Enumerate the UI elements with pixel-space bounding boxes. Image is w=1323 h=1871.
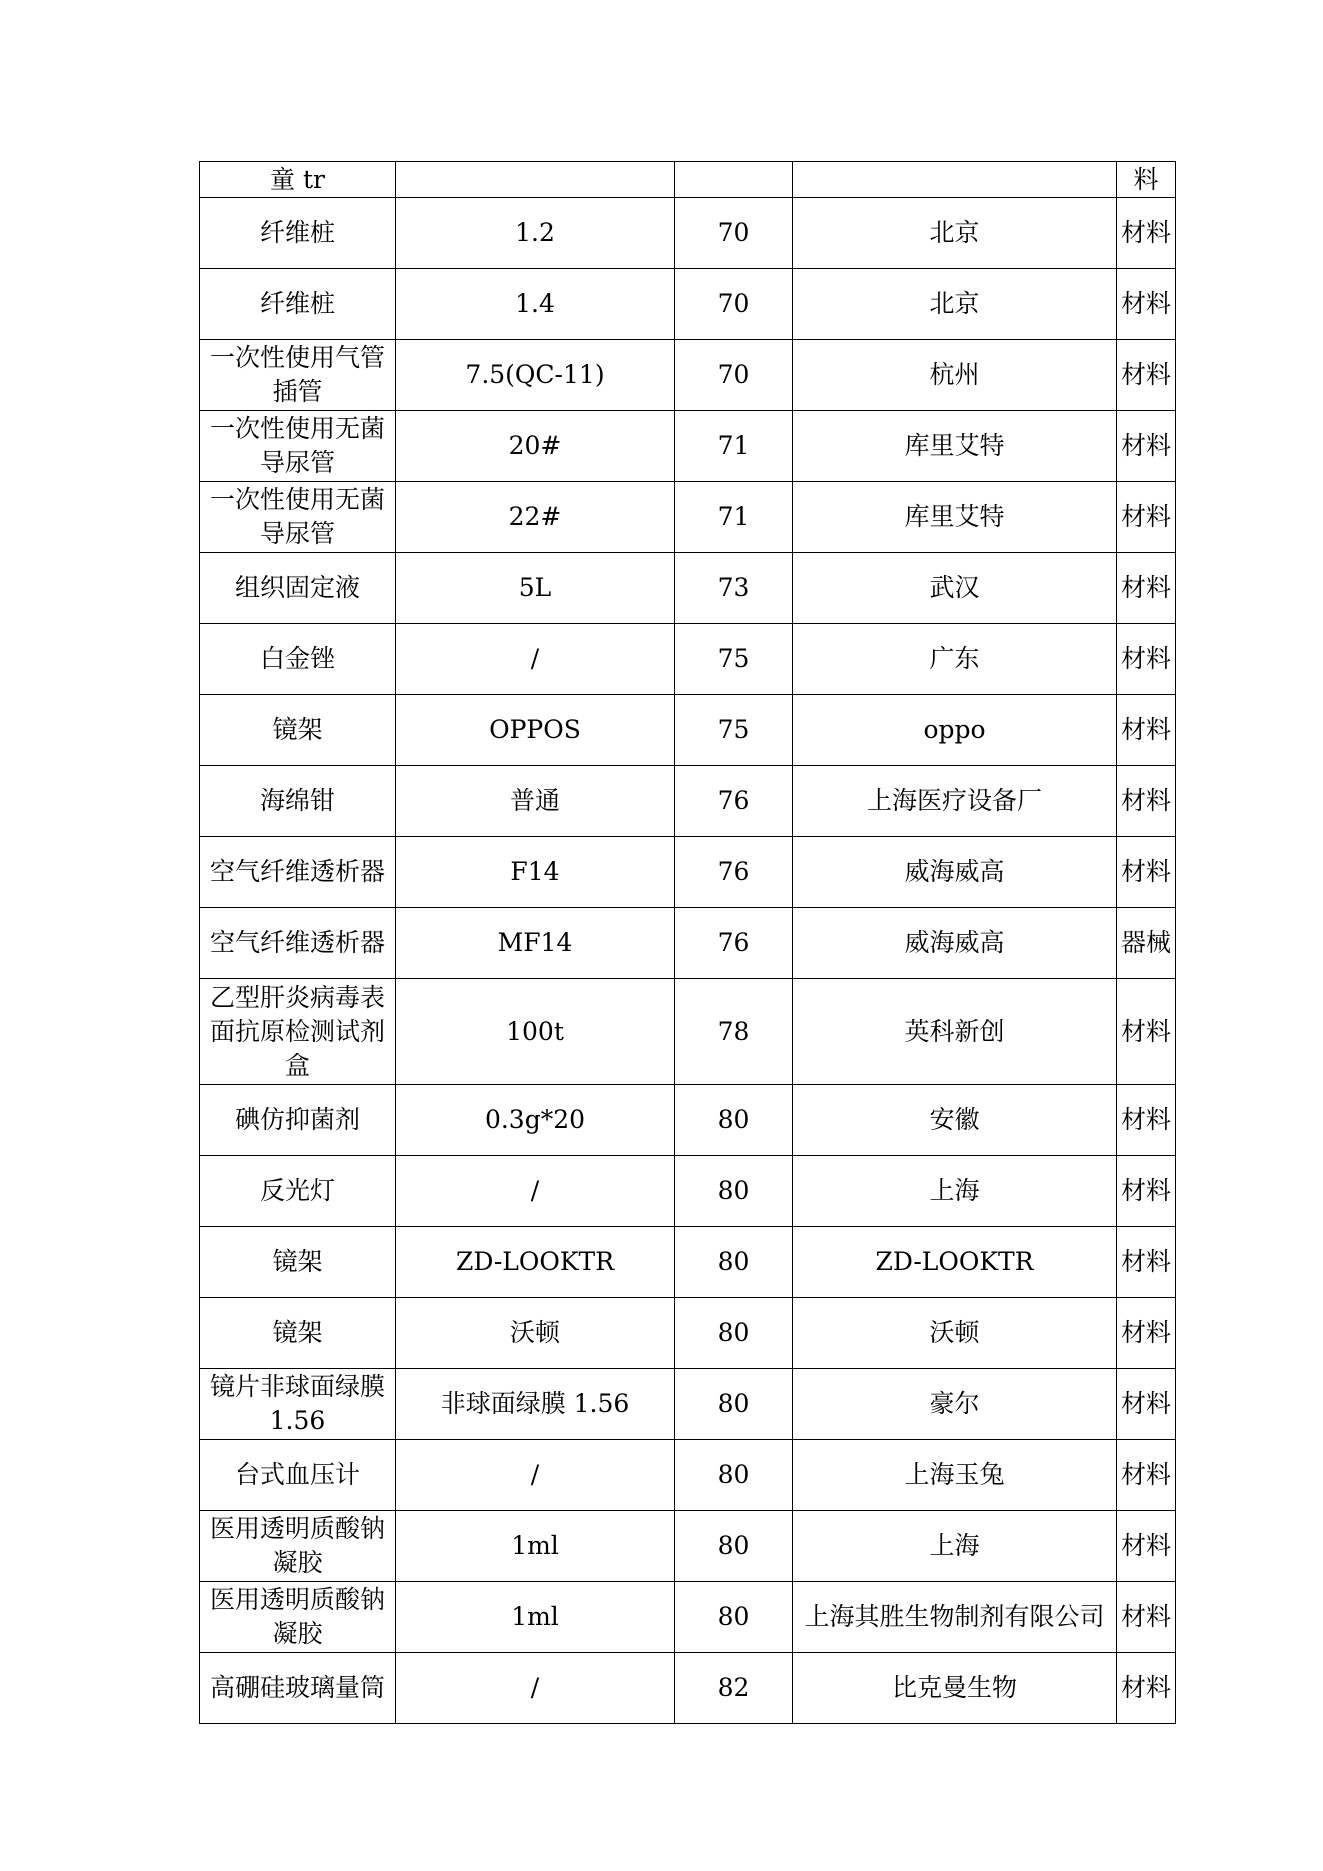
spec-cell: F14 <box>396 837 675 908</box>
category-cell: 材料 <box>1117 1511 1176 1582</box>
price-cell <box>675 162 793 198</box>
price-cell: 82 <box>675 1653 793 1724</box>
origin-cell: 北京 <box>793 269 1117 340</box>
category-cell: 材料 <box>1117 1440 1176 1511</box>
origin-cell: 库里艾特 <box>793 482 1117 553</box>
table-row <box>200 553 1176 624</box>
table-row <box>200 1227 1176 1298</box>
origin-cell: 广东 <box>793 624 1117 695</box>
item-name-cell: 镜架 <box>200 695 396 766</box>
price-cell: 80 <box>675 1369 793 1440</box>
table-row <box>200 624 1176 695</box>
spec-cell: 0.3g*20 <box>396 1085 675 1156</box>
table-row <box>200 340 1176 411</box>
spec-cell: 普通 <box>396 766 675 837</box>
spec-cell: 沃顿 <box>396 1298 675 1369</box>
category-cell: 材料 <box>1117 553 1176 624</box>
item-name-cell: 海绵钳 <box>200 766 396 837</box>
category-cell: 材料 <box>1117 482 1176 553</box>
item-name-cell: 碘仿抑菌剂 <box>200 1085 396 1156</box>
origin-cell: 安徽 <box>793 1085 1117 1156</box>
item-name-cell: 纤维桩 <box>200 198 396 269</box>
spec-cell: 100t <box>396 979 675 1085</box>
item-name-cell: 医用透明质酸钠凝胶 <box>200 1582 396 1653</box>
item-name-cell: 童 tr <box>200 162 396 198</box>
item-name-cell: 乙型肝炎病毒表面抗原检测试剂盒 <box>200 979 396 1085</box>
origin-cell: 武汉 <box>793 553 1117 624</box>
origin-cell: oppo <box>793 695 1117 766</box>
item-name-cell: 镜架 <box>200 1227 396 1298</box>
origin-cell: 上海其胜生物制剂有限公司 <box>793 1582 1117 1653</box>
category-cell: 材料 <box>1117 411 1176 482</box>
item-name-cell: 医用透明质酸钠凝胶 <box>200 1511 396 1582</box>
price-cell: 76 <box>675 837 793 908</box>
category-cell: 材料 <box>1117 1653 1176 1724</box>
category-cell: 材料 <box>1117 1085 1176 1156</box>
table-row <box>200 1369 1176 1440</box>
supply-table-body <box>200 162 1176 1724</box>
item-name-cell: 一次性使用气管插管 <box>200 340 396 411</box>
item-name-cell: 一次性使用无菌导尿管 <box>200 411 396 482</box>
item-name-cell: 镜片非球面绿膜 1.56 <box>200 1369 396 1440</box>
supply-table <box>199 161 1176 1724</box>
spec-cell: 1ml <box>396 1582 675 1653</box>
table-row <box>200 1511 1176 1582</box>
category-cell: 材料 <box>1117 624 1176 695</box>
item-name-cell: 组织固定液 <box>200 553 396 624</box>
origin-cell: 威海威高 <box>793 837 1117 908</box>
origin-cell: ZD-LOOKTR <box>793 1227 1117 1298</box>
item-name-cell: 高硼硅玻璃量筒 <box>200 1653 396 1724</box>
table-row <box>200 979 1176 1085</box>
item-name-cell: 纤维桩 <box>200 269 396 340</box>
spec-cell: / <box>396 1653 675 1724</box>
category-cell: 材料 <box>1117 1156 1176 1227</box>
category-cell: 材料 <box>1117 340 1176 411</box>
category-cell: 材料 <box>1117 979 1176 1085</box>
category-cell: 材料 <box>1117 198 1176 269</box>
table-row <box>200 908 1176 979</box>
category-cell: 材料 <box>1117 766 1176 837</box>
item-name-cell: 台式血压计 <box>200 1440 396 1511</box>
spec-cell: / <box>396 1156 675 1227</box>
category-cell: 材料 <box>1117 837 1176 908</box>
spec-cell: MF14 <box>396 908 675 979</box>
table-row <box>200 198 1176 269</box>
price-cell: 73 <box>675 553 793 624</box>
table-row <box>200 1653 1176 1724</box>
price-cell: 80 <box>675 1440 793 1511</box>
table-row <box>200 1582 1176 1653</box>
price-cell: 70 <box>675 198 793 269</box>
origin-cell: 威海威高 <box>793 908 1117 979</box>
price-cell: 75 <box>675 695 793 766</box>
price-cell: 78 <box>675 979 793 1085</box>
table-row <box>200 1298 1176 1369</box>
item-name-cell: 一次性使用无菌导尿管 <box>200 482 396 553</box>
category-cell: 材料 <box>1117 1369 1176 1440</box>
table-row <box>200 162 1176 198</box>
spec-cell: 非球面绿膜 1.56 <box>396 1369 675 1440</box>
category-cell: 器械 <box>1117 908 1176 979</box>
price-cell: 80 <box>675 1085 793 1156</box>
table-row <box>200 269 1176 340</box>
price-cell: 80 <box>675 1156 793 1227</box>
price-cell: 70 <box>675 340 793 411</box>
category-cell: 材料 <box>1117 1227 1176 1298</box>
origin-cell: 沃顿 <box>793 1298 1117 1369</box>
table-row <box>200 837 1176 908</box>
table-row <box>200 482 1176 553</box>
table-row <box>200 411 1176 482</box>
spec-cell: OPPOS <box>396 695 675 766</box>
table-row <box>200 766 1176 837</box>
category-cell: 材料 <box>1117 1298 1176 1369</box>
item-name-cell: 镜架 <box>200 1298 396 1369</box>
spec-cell <box>396 162 675 198</box>
origin-cell <box>793 162 1117 198</box>
spec-cell: 1.4 <box>396 269 675 340</box>
origin-cell: 库里艾特 <box>793 411 1117 482</box>
spec-cell: 7.5(QC-11) <box>396 340 675 411</box>
item-name-cell: 空气纤维透析器 <box>200 908 396 979</box>
price-cell: 71 <box>675 482 793 553</box>
price-cell: 76 <box>675 908 793 979</box>
origin-cell: 英科新创 <box>793 979 1117 1085</box>
spec-cell: / <box>396 624 675 695</box>
spec-cell: 1ml <box>396 1511 675 1582</box>
price-cell: 80 <box>675 1582 793 1653</box>
price-cell: 80 <box>675 1511 793 1582</box>
category-cell: 材料 <box>1117 695 1176 766</box>
spec-cell: 1.2 <box>396 198 675 269</box>
price-cell: 80 <box>675 1298 793 1369</box>
spec-cell: / <box>396 1440 675 1511</box>
price-cell: 80 <box>675 1227 793 1298</box>
price-cell: 76 <box>675 766 793 837</box>
spec-cell: 20# <box>396 411 675 482</box>
item-name-cell: 空气纤维透析器 <box>200 837 396 908</box>
spec-cell: ZD-LOOKTR <box>396 1227 675 1298</box>
price-cell: 70 <box>675 269 793 340</box>
price-cell: 75 <box>675 624 793 695</box>
origin-cell: 上海玉兔 <box>793 1440 1117 1511</box>
item-name-cell: 白金锉 <box>200 624 396 695</box>
spec-cell: 5L <box>396 553 675 624</box>
table-row <box>200 1156 1176 1227</box>
category-cell: 材料 <box>1117 1582 1176 1653</box>
origin-cell: 上海 <box>793 1511 1117 1582</box>
origin-cell: 杭州 <box>793 340 1117 411</box>
price-cell: 71 <box>675 411 793 482</box>
origin-cell: 上海 <box>793 1156 1117 1227</box>
table-row <box>200 695 1176 766</box>
origin-cell: 豪尔 <box>793 1369 1117 1440</box>
origin-cell: 上海医疗设备厂 <box>793 766 1117 837</box>
category-cell: 料 <box>1117 162 1176 198</box>
table-row <box>200 1085 1176 1156</box>
table-row <box>200 1440 1176 1511</box>
category-cell: 材料 <box>1117 269 1176 340</box>
origin-cell: 比克曼生物 <box>793 1653 1117 1724</box>
item-name-cell: 反光灯 <box>200 1156 396 1227</box>
spec-cell: 22# <box>396 482 675 553</box>
origin-cell: 北京 <box>793 198 1117 269</box>
